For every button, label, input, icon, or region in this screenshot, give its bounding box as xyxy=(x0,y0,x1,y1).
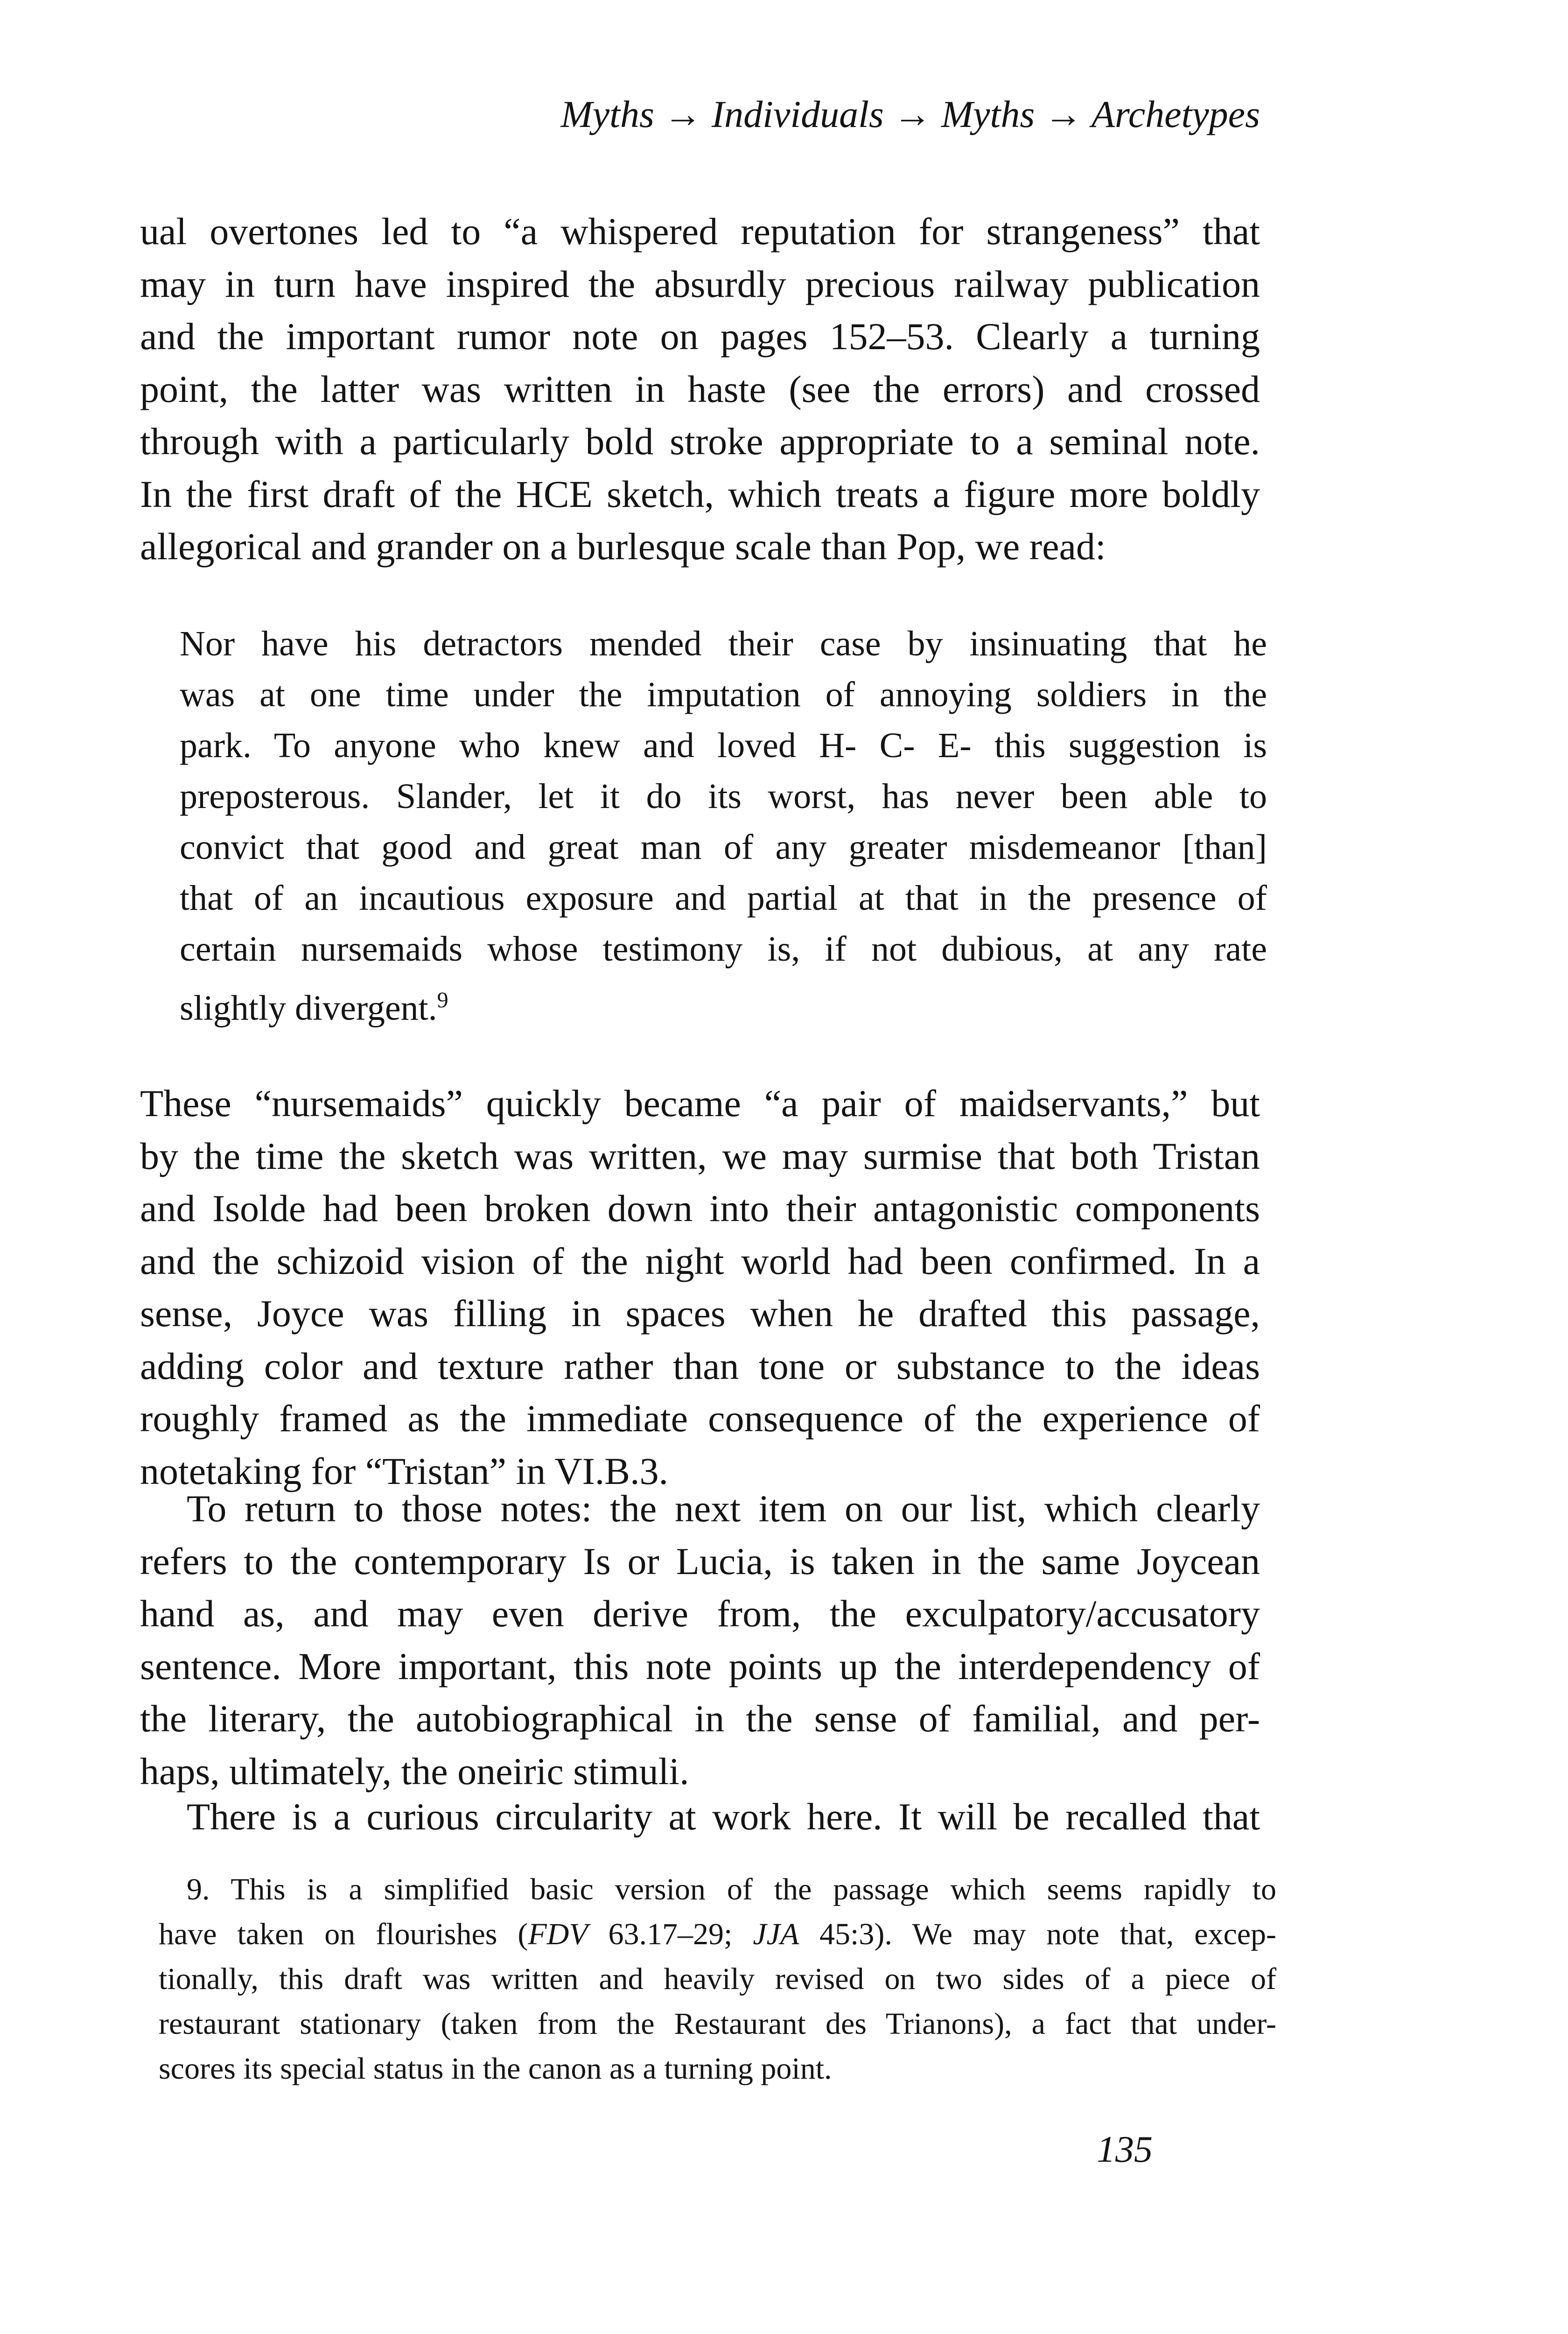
text-line: and the schizoid vision of the night world had been confirmed. In a xyxy=(140,1239,1260,1282)
text-line: allegorical and grander on a burlesque scale than Pop, we read: xyxy=(140,525,1106,568)
text-line: refers to the contemporary Is or Lucia, is taken in the same Joycean xyxy=(140,1540,1260,1582)
text-line: may in turn have inspired the absurdly precious railway publication xyxy=(140,262,1260,305)
block-quote xyxy=(180,619,1267,1033)
text-line: These “nursemaids” quickly became “a pair of maidservants,” but xyxy=(140,1082,1260,1125)
quote-line-text: slightly divergent. xyxy=(180,988,437,1028)
footnote-text: 63.17–29; xyxy=(588,1917,753,1951)
quote-line: that of an incautious exposure and partial at that in the presence of xyxy=(180,879,1267,918)
footnote-abbrev-fdv: FDV xyxy=(528,1917,588,1951)
footnote-line xyxy=(159,1912,1276,1957)
text-line: notetaking for “Tristan” in VI.B.3. xyxy=(140,1449,668,1492)
text-line: by the time the sketch was written, we may surmise that both Tristan xyxy=(140,1134,1260,1177)
paragraph-4 xyxy=(140,1791,1260,1843)
footnote-line: scores its special status in the canon as a turning point. xyxy=(159,2052,832,2086)
text-line: sense, Joyce was filling in spaces when he drafted this passage, xyxy=(140,1292,1260,1335)
quote-line xyxy=(180,975,1267,1033)
footnote-text: have taken on flourishes ( xyxy=(159,1917,528,1951)
running-head: Myths → Individuals → Myths → Archetypes xyxy=(560,93,1260,135)
paragraph-2 xyxy=(140,1077,1260,1497)
text-line: sentence. More important, this note points up the interdependency of xyxy=(140,1645,1260,1687)
text-line: and Isolde had been broken down into their antagonistic components xyxy=(140,1187,1260,1230)
text-line: haps, ultimately, the oneiric stimuli. xyxy=(140,1750,689,1793)
quote-line: certain nursemaids whose testimony is, if not dubious, at any rate xyxy=(180,929,1267,969)
text-line: There is a curious circularity at work here. It will be recalled that xyxy=(187,1795,1260,1838)
quote-line: preposterous. Slander, let it do its worst, has never been able to xyxy=(180,777,1267,816)
footnote-line: tionally, this draft was written and heavily revised on two sides of a piece of xyxy=(159,1962,1276,1996)
paragraph-1 xyxy=(140,205,1260,573)
quote-line: park. To anyone who knew and loved H- C- E- this suggestion is xyxy=(180,726,1267,765)
footnote-text: This is a simplified basic version of the passage which seems rapidly to xyxy=(231,1872,1276,1906)
footnote-line: restaurant stationary (taken from the Restaurant des Trianons), a fact that under- xyxy=(159,2007,1276,2041)
quote-line: was at one time under the imputation of annoying soldiers in the xyxy=(180,675,1267,714)
text-line: and the important rumor note on pages 152–53. Clearly a turning xyxy=(140,315,1260,358)
text-line: point, the latter was written in haste (see the errors) and crossed xyxy=(140,367,1260,410)
quote-line: convict that good and great man of any greater misdemeanor [than] xyxy=(180,828,1267,867)
footnote-abbrev-jja: JJA xyxy=(753,1917,799,1951)
text-line: hand as, and may even derive from, the exculpatory/accusatory xyxy=(140,1592,1260,1635)
text-line: roughly framed as the immediate consequence of the experience of xyxy=(140,1397,1260,1440)
page-number: 135 xyxy=(1097,2129,1153,2170)
text-line: the literary, the autobiographical in the sense of familial, and per- xyxy=(140,1697,1260,1740)
footnote xyxy=(159,1867,1276,2091)
quote-line: Nor have his detractors mended their case by insinuating that he xyxy=(180,624,1267,663)
footnote-line xyxy=(159,1867,1276,1912)
paragraph-3 xyxy=(140,1483,1260,1798)
footnote-text: 45:3). We may note that, excep- xyxy=(799,1917,1277,1951)
footnote-number: 9. xyxy=(187,1872,210,1906)
text-line: through with a particularly bold stroke appropriate to a seminal note. xyxy=(140,420,1260,463)
text-line: ual overtones led to “a whispered reputation for strangeness” that xyxy=(140,210,1260,253)
text-line: adding color and texture rather than tone or substance to the ideas xyxy=(140,1344,1260,1387)
footnote-reference[interactable]: 9 xyxy=(437,988,448,1012)
text-line: In the first draft of the HCE sketch, which treats a figure more boldly xyxy=(140,472,1260,515)
text-line: To return to those notes: the next item on our list, which clearly xyxy=(187,1487,1260,1530)
